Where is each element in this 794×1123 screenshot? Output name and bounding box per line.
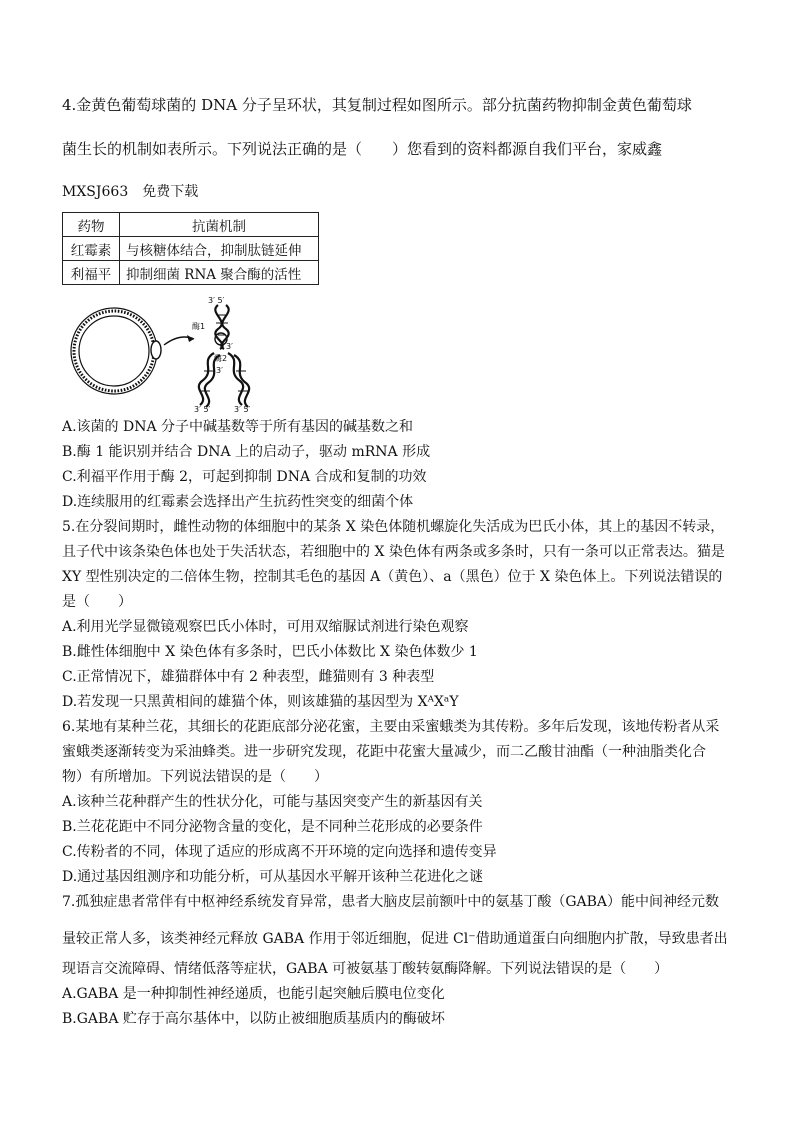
question-5-line-3: XY 型性别决定的二倍体生物，控制其毛色的基因 A（黄色）、a（黑色）位于 X 染色体上。下列说法错误的 — [62, 569, 723, 585]
question-7-option-b: B.GABA 贮存于高尔基体中，以防止被细胞质基质内的酶破坏 — [62, 1011, 445, 1027]
question-5-option-d: D.若发现一只黑黄相间的雄猫个体，则该雄猫的基因型为 XᴬXᵃY — [62, 694, 459, 710]
question-4-option-c: C.利福平作用于酶 2，可起到抑制 DNA 合成和复制的功效 — [62, 469, 427, 485]
question-6-line-3: 物）有所增加。下列说法错误的是（ ） — [62, 769, 328, 785]
table-header-row — [63, 213, 319, 237]
table-cell: 抑制细菌 RNA 聚合酶的活性 — [120, 261, 319, 285]
table-header-cell: 抗菌机制 — [120, 213, 319, 237]
figure-label: 3′ — [226, 342, 233, 351]
circular-dna-diagram — [71, 308, 161, 394]
question-6-option-c: C.传粉者的不同，体现了适应的形成离不开环境的定向选择和遗传变异 — [62, 844, 497, 860]
table-cell: 利福平 — [63, 261, 120, 285]
figure-label: 3′ 5′ — [208, 296, 225, 305]
figure-label: 3′ — [216, 366, 223, 375]
question-5-line-4: 是（ ） — [62, 594, 132, 610]
question-7-line-1: 7.孤独症患者常伴有中枢神经系统发育异常，患者大脑皮层前额叶中的氨基丁酸（GABA）能中间神经元数 — [62, 894, 720, 910]
question-7-line-2: 量较正常人多，该类神经元释放 GABA 作用于邻近细胞，促进 Cl⁻借助通道蛋白向细胞内扩散，导致患者出 — [62, 931, 728, 947]
arrow-head — [187, 335, 194, 342]
table-cell: 红霉素 — [63, 237, 120, 261]
figure-label: 酶1 — [192, 322, 206, 331]
question-4-option-d: D.连续服用的红霉素会选择出产生抗药性突变的细菌个体 — [62, 494, 414, 510]
replication-fork-diagram — [192, 296, 251, 413]
question-5-option-a: A.利用光学显微镜观察巴氏小体时，可用双缩脲试剂进行染色观察 — [62, 619, 469, 635]
question-6-option-a: A.该种兰花种群产生的性状分化，可能与基因突变产生的新基因有关 — [62, 794, 483, 810]
question-4-line-3: MXSJ663 免费下载 — [62, 184, 199, 200]
question-7-line-3: 现语言交流障碍、情绪低落等症状，GABA 可被氨基丁酸转氨酶降解。下列说法错误的是（ ） — [62, 961, 669, 977]
question-4-line-1: 4.金黄色葡萄球菌的 DNA 分子呈环状，其复制过程如图所示。部分抗菌药物抑制金黄色葡萄球 — [62, 96, 692, 114]
figure-label: 酶2 — [214, 354, 228, 363]
question-5-option-b: B.雌性体细胞中 X 染色体有多条时，巴氏小体数比 X 染色体数少 1 — [62, 644, 478, 660]
table-row — [63, 261, 319, 285]
figure-label: 3′ 5′ — [194, 405, 211, 413]
question-6-option-d: D.通过基因组测序和功能分析，可从基因水平解开该种兰花进化之谜 — [62, 869, 484, 885]
table-cell: 与核糖体结合，抑制肽链延伸 — [120, 237, 319, 261]
question-4-option-a: A.该菌的 DNA 分子中碱基数等于所有基因的碱基数之和 — [62, 419, 414, 435]
question-6-option-b: B.兰花花距中不同分泌物含量的变化，是不同种兰花形成的必要条件 — [62, 819, 483, 835]
question-5-line-2: 且子代中该条染色体也处于失活状态，若细胞中的 X 染色体有两条或多条时，只有一条可以正常表达。猫是 — [62, 544, 725, 560]
antibiotic-table — [62, 212, 319, 285]
question-5-option-c: C.正常情况下，雄猫群体中有 2 种表型，雌猫则有 3 种表型 — [62, 669, 435, 685]
figure-label: 3′ 5′ — [234, 405, 251, 413]
question-7-option-a: A.GABA 是一种抑制性神经递质，也能引起突触后膜电位变化 — [62, 986, 445, 1002]
question-4-option-b: B.酶 1 能识别并结合 DNA 上的启动子，驱动 mRNA 形成 — [62, 444, 431, 460]
table-header-cell: 药物 — [63, 213, 120, 237]
question-4-line-2: 菌生长的机制如表所示。下列说法正确的是（ ）您看到的资料都源自我们平台，家威鑫 — [62, 140, 663, 158]
question-6-line-1: 6.某地有某种兰花，其细长的花距底部分泌花蜜，主要由采蜜蛾类为其传粉。多年后发现，该地传粉者从采 — [62, 719, 720, 735]
question-6-line-2: 蜜蛾类逐渐转变为采油蜂类。进一步研究发现，花距中花蜜大量减少，而二乙酸甘油酯（一种油脂类化合 — [62, 744, 706, 760]
dna-replication-figure — [68, 295, 278, 413]
question-5-line-1: 5.在分裂间期时，雌性动物的体细胞中的某条 X 染色体随机螺旋化失活成为巴氏小体，其上的基因不转录， — [62, 519, 725, 535]
table-row — [63, 237, 319, 261]
